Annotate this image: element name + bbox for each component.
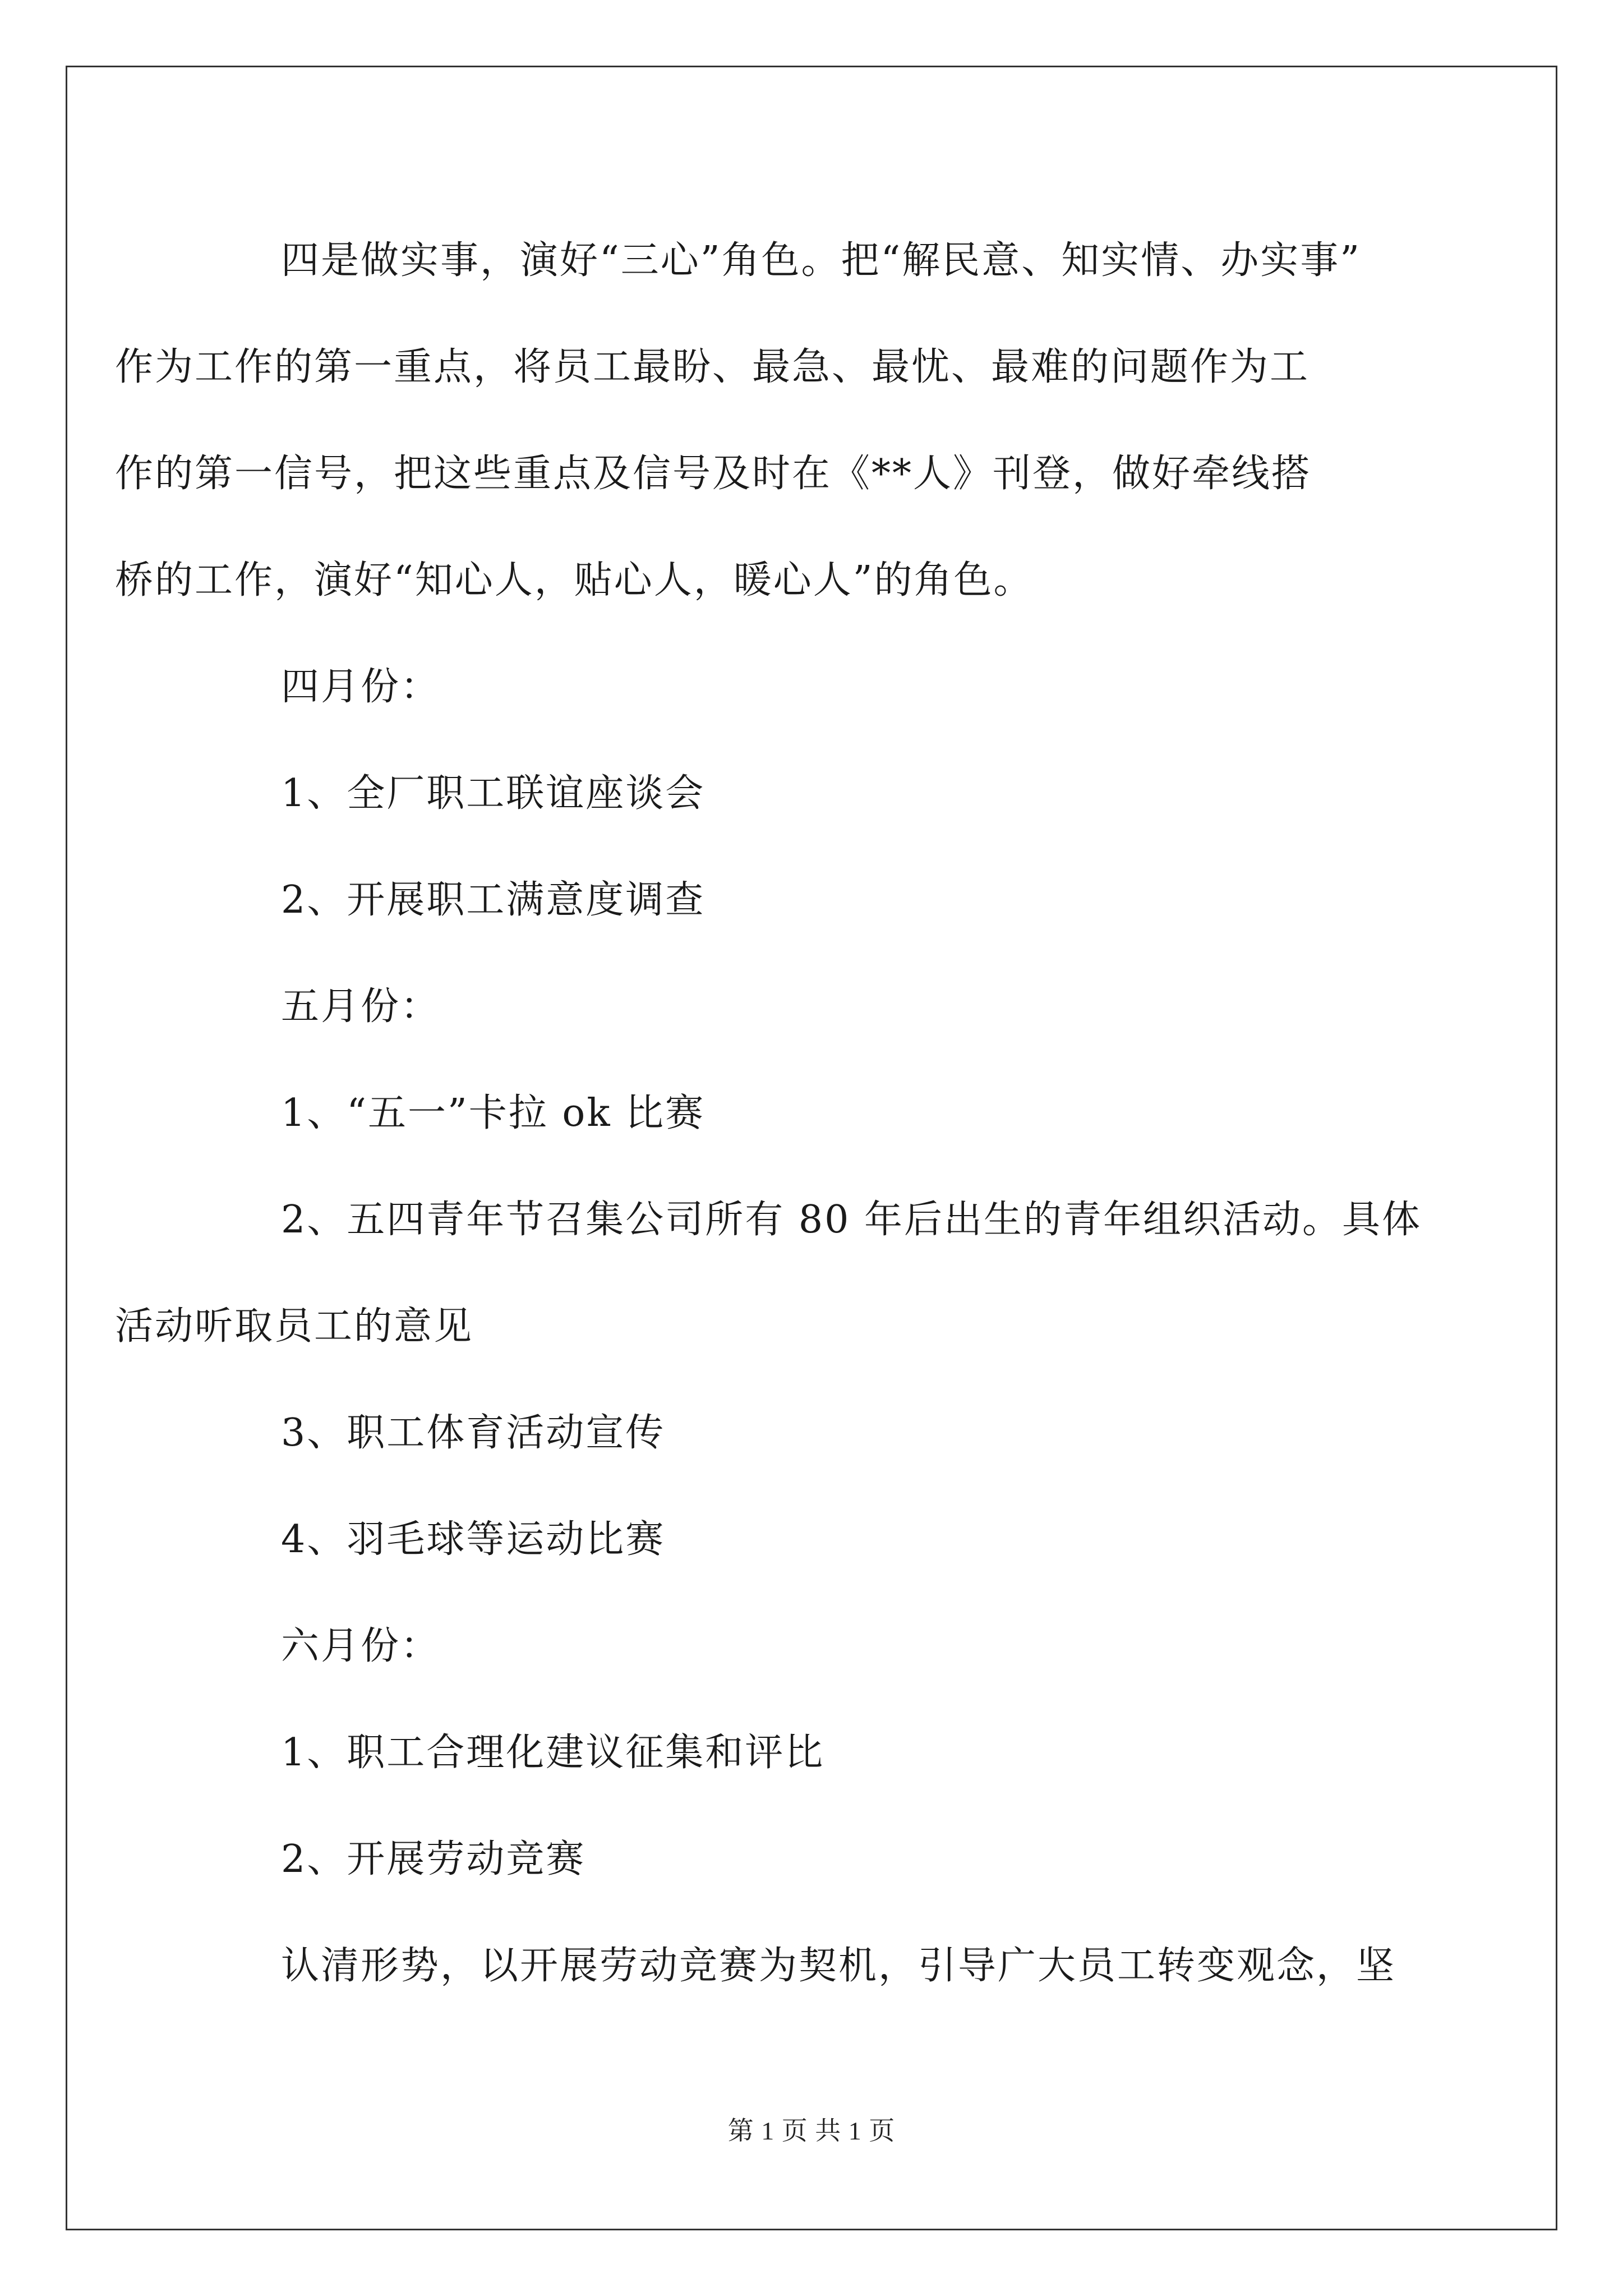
paragraph-line: 2、五四青年节召集公司所有 80 年后出生的青年组织活动。具体: [281, 1198, 1422, 1242]
section-heading-june: 六月份：: [281, 1624, 441, 1668]
page-number-footer: 第 1 页 共 1 页: [727, 2116, 896, 2145]
section-heading-april: 四月份：: [281, 665, 441, 709]
document-body: [115, 208, 1432, 2019]
paragraph-line: 活动听取员工的意见: [115, 1304, 474, 1349]
list-item: 4、羽毛球等运动比赛: [281, 1517, 666, 1562]
list-item: 2、开展职工满意度调查: [281, 878, 706, 922]
list-item: 1、全厂职工联谊座谈会: [281, 771, 706, 816]
list-item: 1、“五一”卡拉 ok 比赛: [281, 1091, 706, 1135]
list-item: 1、职工合理化建议征集和评比: [281, 1731, 825, 1775]
list-item: 2、开展劳动竞赛: [281, 1837, 586, 1881]
paragraph-line: 作的第一信号，把这些重点及信号及时在《**人》刊登，做好牵线搭: [115, 452, 1312, 496]
paragraph-4-do-practical-things: [115, 208, 1432, 634]
list-item-youth-day: [115, 1167, 1432, 1380]
section-heading-may: 五月份：: [281, 984, 441, 1029]
paragraph-labor-competition: 认清形势，以开展劳动竞赛为契机，引导广大员工转变观念，坚: [281, 1944, 1396, 1988]
list-item: 3、职工体育活动宣传: [281, 1411, 666, 1455]
paragraph-line: 四是做实事，演好“三心”角色。把“解民意、知实情、办实事”: [281, 238, 1362, 283]
paragraph-line: 桥的工作，演好“知心人，贴心人，暖心人”的角色。: [115, 558, 1034, 602]
paragraph-line: 作为工作的第一重点，将员工最盼、最急、最忧、最难的问题作为工: [115, 345, 1310, 389]
